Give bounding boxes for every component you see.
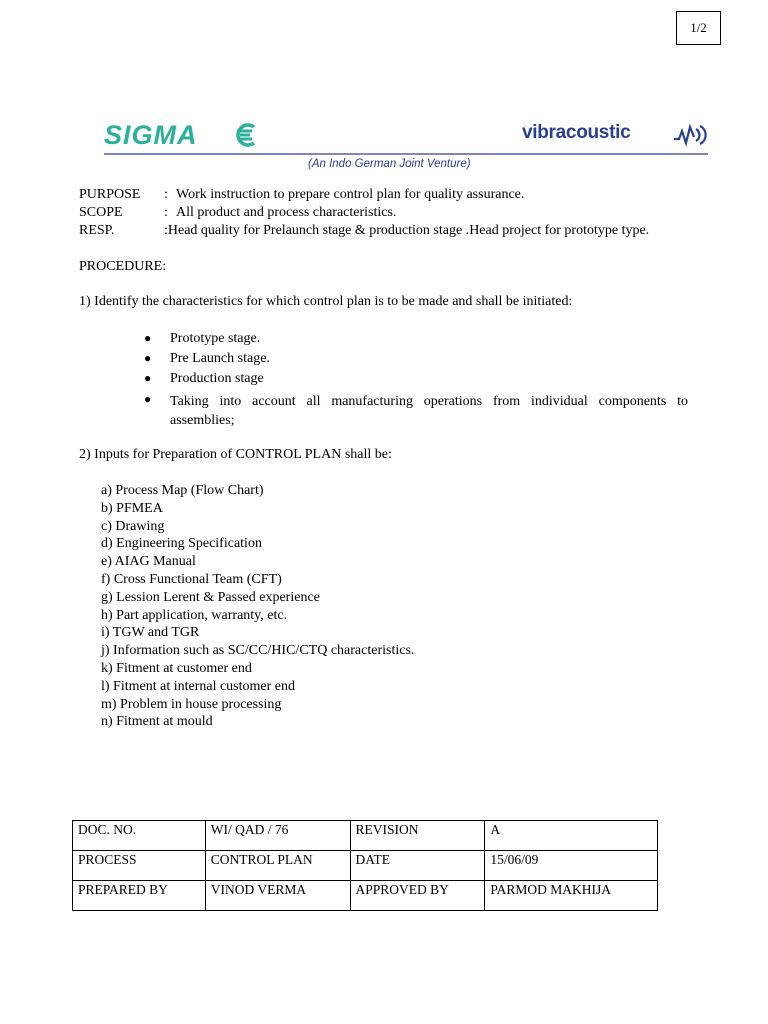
page-number: 1/2 [676,11,721,45]
table-row [73,881,658,911]
input-item: d) Engineering Specification [101,536,262,552]
wave-icon [672,123,708,147]
tagline: (An Indo German Joint Venture) [308,158,471,170]
table-cell: DOC. NO. [73,821,206,851]
sigma-logo: SIGMA [104,120,198,150]
table-cell: VINOD VERMA [205,881,350,911]
table-cell: 15/06/09 [485,851,658,881]
table-cell: PARMOD MAKHIJA [485,881,658,911]
bullet-icon: ● [144,331,152,345]
input-item: f) Cross Functional Team (CFT) [101,571,282,587]
vibracoustic-logo-rest: coustic [565,122,631,143]
scope-value: All product and process characteristics. [176,205,397,220]
table-cell: DATE [350,851,485,881]
bullet-icon: ● [144,371,152,385]
input-item: n) Fitment at mould [101,714,213,730]
bullet-icon: ● [144,392,152,406]
resp-label: RESP. [79,223,115,238]
purpose-label: PURPOSE [79,187,141,202]
step-2-text: 2) Inputs for Preparation of CONTROL PLAN shall be: [79,447,392,462]
input-item: l) Fitment at internal customer end [101,678,296,694]
table-cell: PROCESS [73,851,206,881]
vibracoustic-logo-bold: vibra [522,122,566,143]
input-item: c) Drawing [101,518,165,534]
bullet-item: Production stage [170,371,264,386]
input-item: e) AIAG Manual [101,554,196,570]
bullet-item: Prototype stage. [170,331,261,346]
bullet-icon: ● [144,351,152,365]
purpose-value: Work instruction to prepare control plan for quality assurance. [176,187,525,202]
input-item: i) TGW and TGR [101,625,200,641]
inputs-list [101,482,414,731]
sigma-mark-icon [232,122,260,148]
table-row [73,851,658,881]
input-item: h) Part application, warranty, etc. [101,607,288,623]
input-item: a) Process Map (Flow Chart) [101,483,264,498]
purpose-separator: : [164,187,168,202]
table-cell: PREPARED BY [73,881,206,911]
bullet-item: Taking into account all manufacturing operations from individual components to assemblies; [170,394,688,428]
resp-value: :Head quality for Prelaunch stage & production stage .Head project for prototype type. [164,223,650,238]
input-item: k) Fitment at customer end [101,660,252,676]
scope-separator: : [164,205,168,220]
table-cell: A [485,821,658,851]
scope-label: SCOPE [79,205,123,220]
input-item: m) Problem in house processing [101,696,282,712]
table-cell: APPROVED BY [350,881,485,911]
table-cell: WI/ QAD / 76 [205,821,350,851]
table-cell: CONTROL PLAN [205,851,350,881]
table-cell: REVISION [350,821,485,851]
bullet-item: Pre Launch stage. [170,351,270,366]
input-item: g) Lession Lerent & Passed experience [101,589,320,605]
document-control-table [72,820,658,911]
procedure-heading: PROCEDURE: [79,259,167,274]
vibracoustic-logo [522,122,630,144]
input-item: b) PFMEA [101,500,163,516]
step-1-text: 1) Identify the characteristics for which control plan is to be made and shall be initiated: [79,294,573,309]
header-rule [104,153,708,155]
table-row [73,821,658,851]
input-item: j) Information such as SC/CC/HIC/CTQ characteristics. [101,643,415,659]
